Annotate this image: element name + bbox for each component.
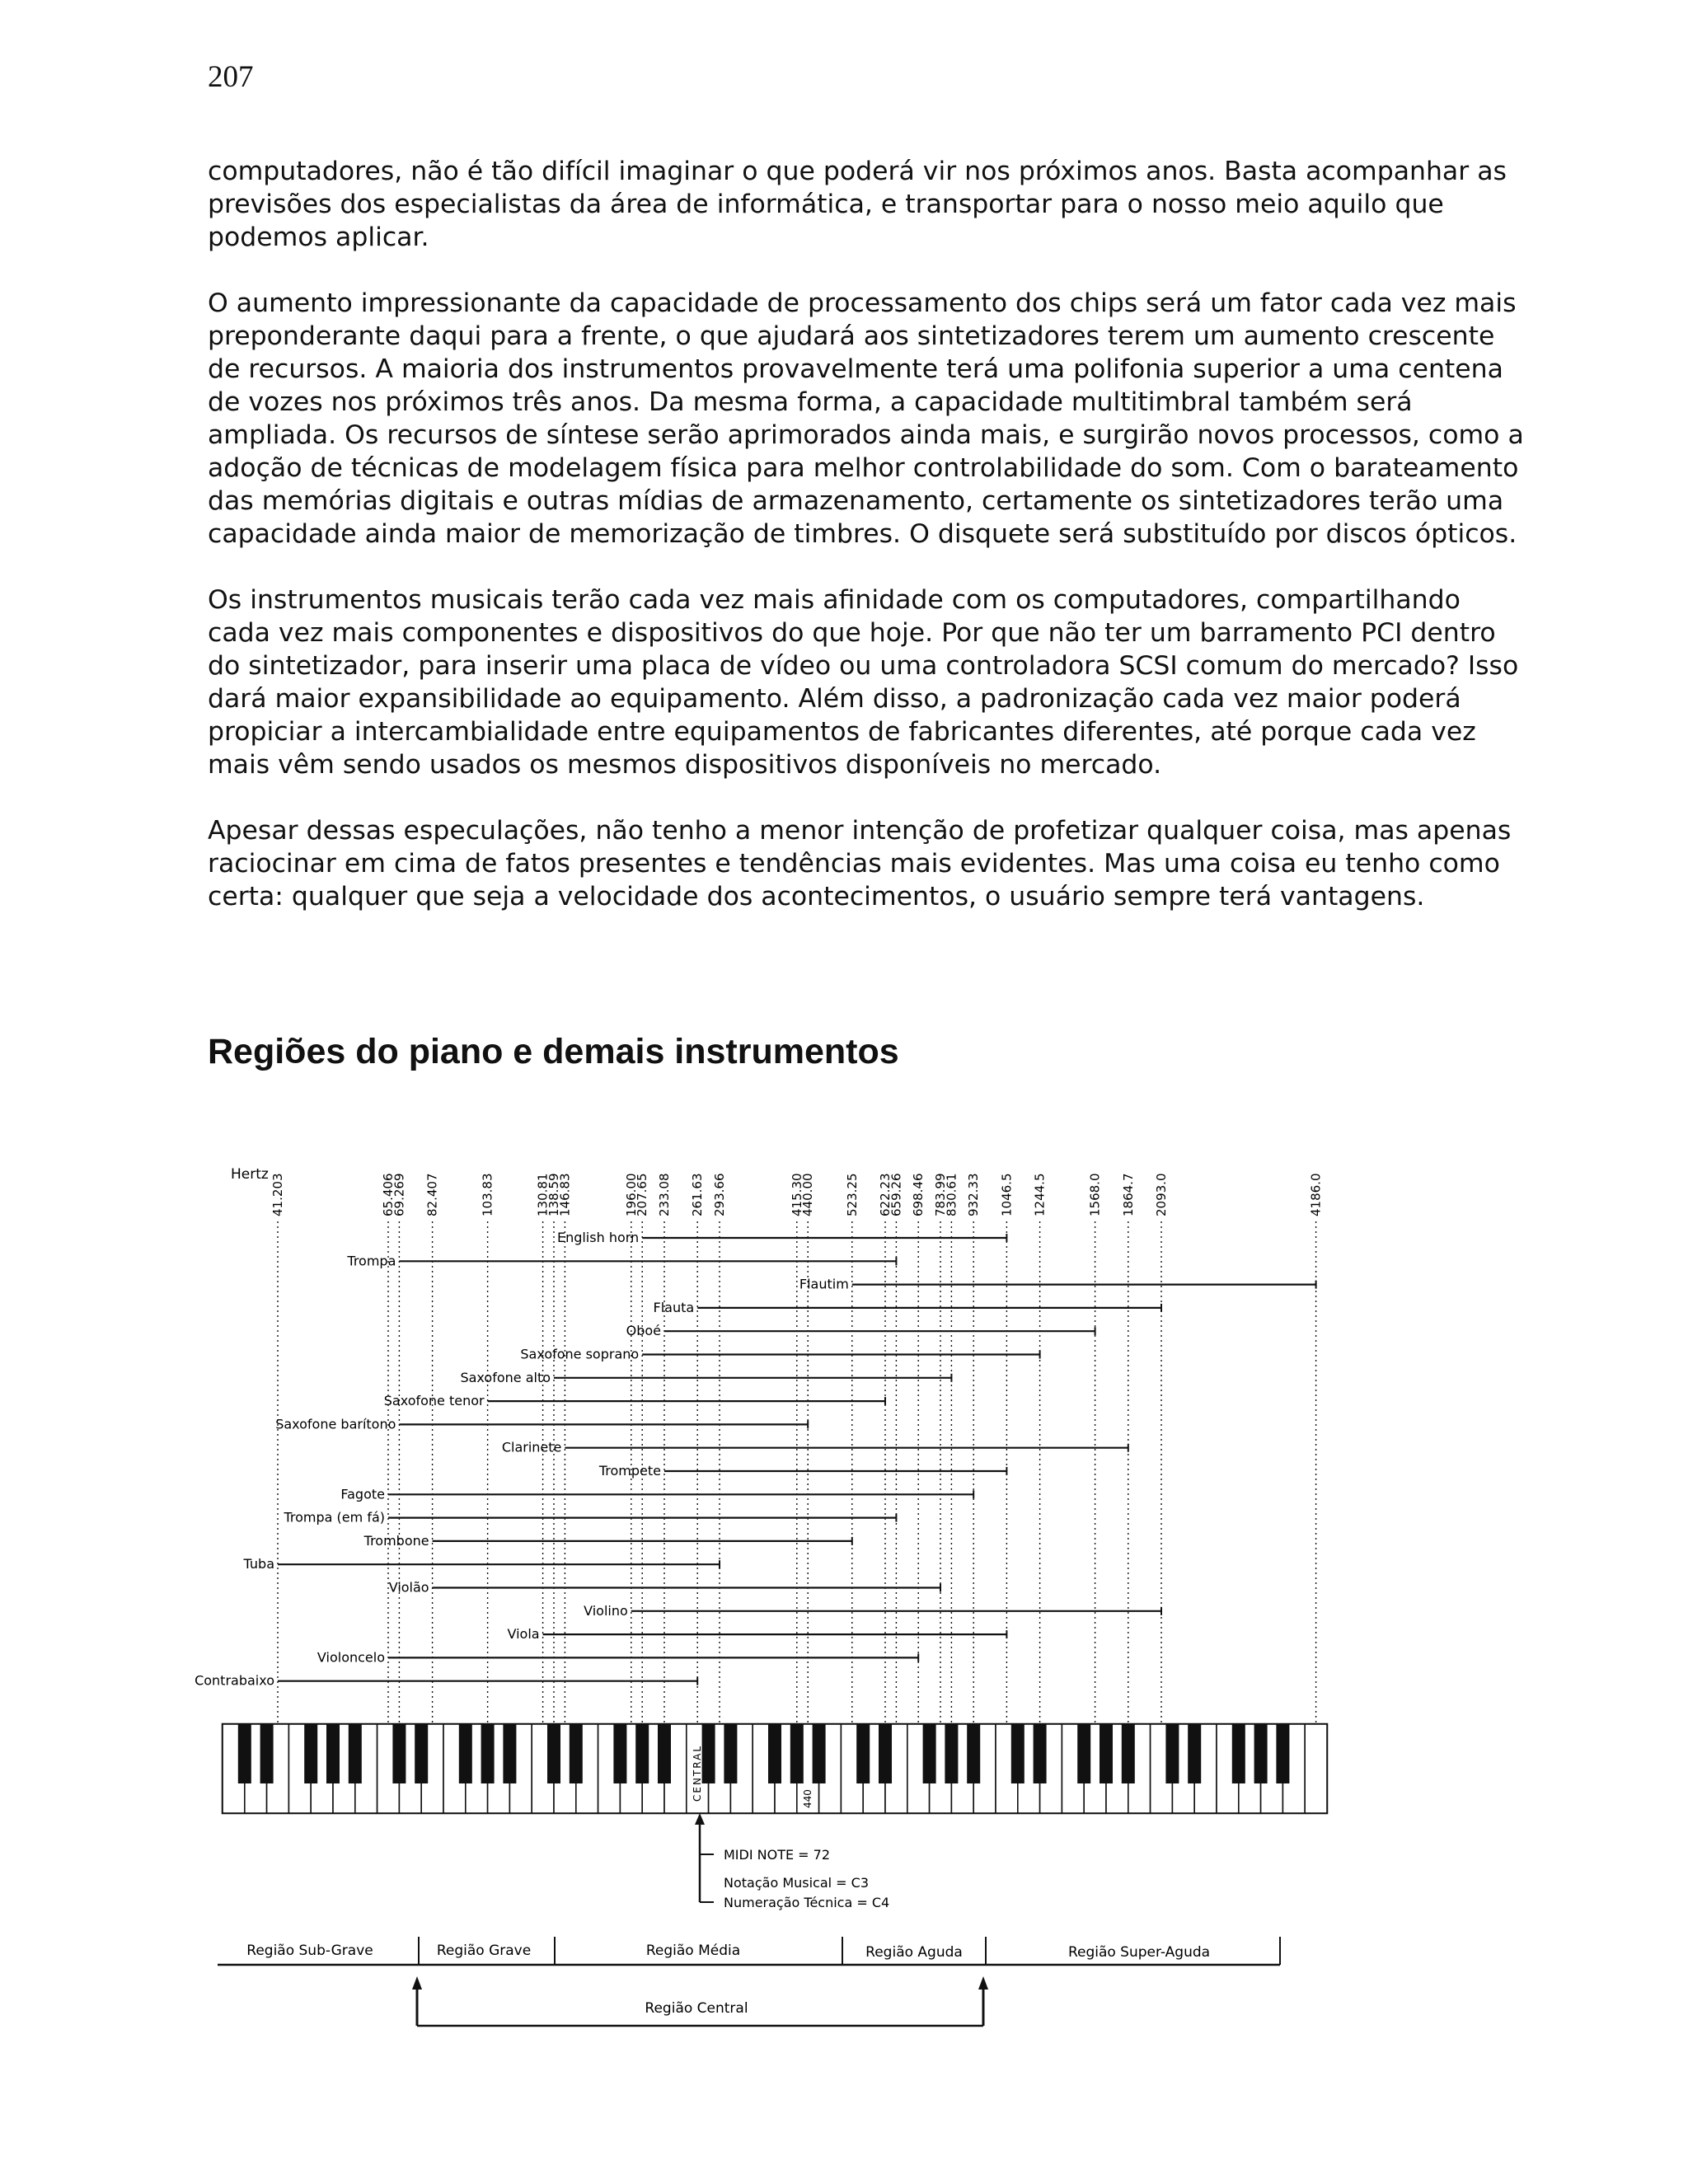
frequency-label: 1568.0 [1087, 1173, 1103, 1216]
frequency-label: 1046.5 [999, 1173, 1015, 1216]
frequency-label: 2093.0 [1154, 1173, 1169, 1216]
black-key [768, 1724, 781, 1783]
frequency-label: 698.46 [911, 1173, 926, 1216]
frequency-label: 138.59 [546, 1173, 561, 1216]
instrument-label: Saxofone barítono [275, 1416, 396, 1432]
black-key [967, 1724, 980, 1783]
frequency-label: 830.61 [944, 1173, 959, 1216]
black-key [1077, 1724, 1090, 1783]
frequency-label: 783.99 [933, 1173, 948, 1216]
black-key [1122, 1724, 1135, 1783]
instrument-label: Tuba [243, 1556, 274, 1572]
black-key [879, 1724, 892, 1783]
frequency-label: 1244.5 [1032, 1173, 1048, 1216]
instrument-label: Trombone [363, 1532, 429, 1549]
frequency-label: 207.65 [635, 1173, 650, 1216]
black-key [1165, 1724, 1179, 1783]
white-key [1305, 1724, 1327, 1813]
black-key [392, 1724, 406, 1783]
region-label: Região Sub-Grave [246, 1943, 373, 1959]
black-key [1254, 1724, 1268, 1783]
paragraph: Os instrumentos musicais terão cada vez mais afinidade com os computadores, compartilhando cada vez mais componentes e dispositivos do que hoje. Por que não ter um barramento PCI dentro do sintetizador, para inserir uma placa de vídeo ou uma controladora SCSI comum do mercado? Isso dará maior expansibilidade ao equipamento. Além disso, a padronização cada vez maior poderá propiciar a intercambialidade entre equipamentos de fabricantes diferentes, até porque cada vez mais vêm sendo usados os mesmos dispositivos disponíveis no mercado. [208, 585, 1519, 780]
bracket-left-arrow-icon [412, 1976, 422, 1990]
black-key [1011, 1724, 1025, 1783]
frequency-label: 196.00 [623, 1173, 639, 1216]
black-key [304, 1724, 317, 1783]
black-key [1188, 1724, 1201, 1783]
frequency-label: 1864.7 [1120, 1173, 1136, 1216]
frequency-label: 233.08 [657, 1173, 672, 1216]
black-key [1276, 1724, 1289, 1783]
central-region-bracket [412, 1976, 988, 2026]
instrument-label: Contrabaixo [195, 1672, 274, 1689]
black-key [856, 1724, 870, 1783]
black-key [790, 1724, 804, 1783]
black-key [1034, 1724, 1047, 1783]
black-key [724, 1724, 737, 1783]
frequency-label: 130.81 [535, 1173, 551, 1216]
black-key [326, 1724, 340, 1783]
instrument-label: Saxofone tenor [383, 1393, 485, 1409]
instrument-label: English horn [556, 1230, 640, 1245]
region-label: Região Super-Aguda [1067, 1944, 1211, 1961]
hertz-label: Hertz [231, 1166, 269, 1183]
middle-c-arrow-icon [695, 1813, 705, 1825]
instrument-label: Oboé [626, 1323, 661, 1339]
region-label: Região Grave [436, 1943, 532, 1959]
black-key [260, 1724, 274, 1783]
instrument-label: Viola [507, 1626, 540, 1643]
region-label: Região Aguda [865, 1944, 963, 1961]
frequency-label: 65.406 [381, 1173, 396, 1216]
instrument-label: Trompa (em fá) [284, 1509, 385, 1526]
black-key [945, 1724, 958, 1783]
black-key [570, 1724, 583, 1783]
black-key [415, 1724, 428, 1783]
black-key [1100, 1724, 1113, 1783]
instrument-label: Flauta [653, 1299, 695, 1315]
frequency-label: 41.203 [270, 1173, 285, 1216]
section-heading: Regiões do piano e demais instrumentos [208, 1032, 899, 1071]
frequency-label: 146.83 [557, 1173, 573, 1216]
instrument-label: Fagote [340, 1486, 385, 1502]
frequency-label: 440.00 [800, 1173, 816, 1216]
paragraph: computadores, não é tão difícil imaginar o que poderá vir nos próximos anos. Basta acompanhar as previsões dos especialistas da área de informática, e transportar para o nosso meio aquilo que podemos aplicar. [208, 157, 1507, 252]
frequency-label: 932.33 [966, 1173, 982, 1216]
instrument-label: Violoncelo [316, 1649, 385, 1666]
paragraph: O aumento impressionante da capacidade de processamento dos chips será um fator cada vez mais preponderante daqui para a frente, o que ajudará aos sintetizadores terem um aumento crescente de recursos. A maioria dos instrumentos provavelmente terá uma polifonia superior a uma centena de vozes nos próximos três anos. Da mesma forma, a capacidade multitimbral também será ampliada. Os recursos de síntese serão aprimorados ainda mais, e surgirão novos processos, como a adoção de técnicas de modelagem física para melhor controlabilidade do som. Com o barateamento das memórias digitais e outras mídias de armazenamento, certamente os sintetizadores terão uma capacidade ainda maior de memorização de timbres. O disquete será substituído por discos ópticos. [208, 288, 1524, 549]
instrument-label: Saxofone soprano [520, 1346, 640, 1362]
frequency-label: 415.30 [789, 1173, 804, 1216]
central-region-label: Região Central [645, 2000, 748, 2017]
frequency-label: 103.83 [480, 1173, 495, 1216]
frequency-label: 4186.0 [1308, 1173, 1324, 1216]
frequency-label: 82.407 [424, 1173, 440, 1216]
black-key [658, 1724, 671, 1783]
instrument-label: Flautim [799, 1276, 849, 1292]
midi-note-label: MIDI NOTE = 72 [724, 1847, 831, 1863]
instrument-label: Trompete [598, 1463, 661, 1479]
black-key [349, 1724, 362, 1783]
black-key [459, 1724, 472, 1783]
black-key [813, 1724, 826, 1783]
instrument-label: Clarinete [501, 1439, 562, 1455]
black-key [547, 1724, 560, 1783]
frequency-label: 659.26 [889, 1173, 904, 1216]
bracket-right-arrow-icon [978, 1976, 988, 1990]
instrument-label: Trompa [347, 1253, 396, 1269]
instrument-label: Saxofone alto [460, 1369, 551, 1385]
notation-label: Notação Musical = C3 [724, 1875, 870, 1891]
frequency-label: 523.25 [844, 1173, 860, 1216]
frequency-label: 261.63 [690, 1173, 706, 1216]
black-key [635, 1724, 649, 1783]
black-key [613, 1724, 626, 1783]
region-label: Região Média [645, 1943, 741, 1959]
frequency-label: 622.23 [878, 1173, 893, 1216]
paragraph: Apesar dessas especulações, não tenho a menor intenção de profetizar qualquer coisa, mas apenas raciocinar em cima de fatos presentes e tendências mais evidentes. Mas uma coisa eu tenho como certa: qualquer que seja a velocidade dos acontecimentos, o usuário sempre terá vantagens. [208, 816, 1512, 912]
instrument-ranges [195, 1230, 1316, 1689]
piano-keyboard [223, 1724, 1327, 1813]
a440-key-label: 440 [802, 1789, 814, 1808]
instrument-label: Violino [584, 1602, 628, 1619]
frequency-label: 69.269 [392, 1173, 407, 1216]
black-key [923, 1724, 936, 1783]
black-key [702, 1724, 715, 1783]
frequency-label: 293.66 [712, 1173, 727, 1216]
instrument-label: Violão [388, 1579, 429, 1596]
black-key [238, 1724, 251, 1783]
register-regions [218, 1937, 1280, 1965]
page-number: 207 [208, 60, 254, 94]
technical-numbering-label: Numeração Técnica = C4 [724, 1895, 890, 1910]
central-key-label: CENTRAL [692, 1744, 704, 1802]
black-key [503, 1724, 516, 1783]
black-key [1232, 1724, 1245, 1783]
black-key [481, 1724, 495, 1783]
